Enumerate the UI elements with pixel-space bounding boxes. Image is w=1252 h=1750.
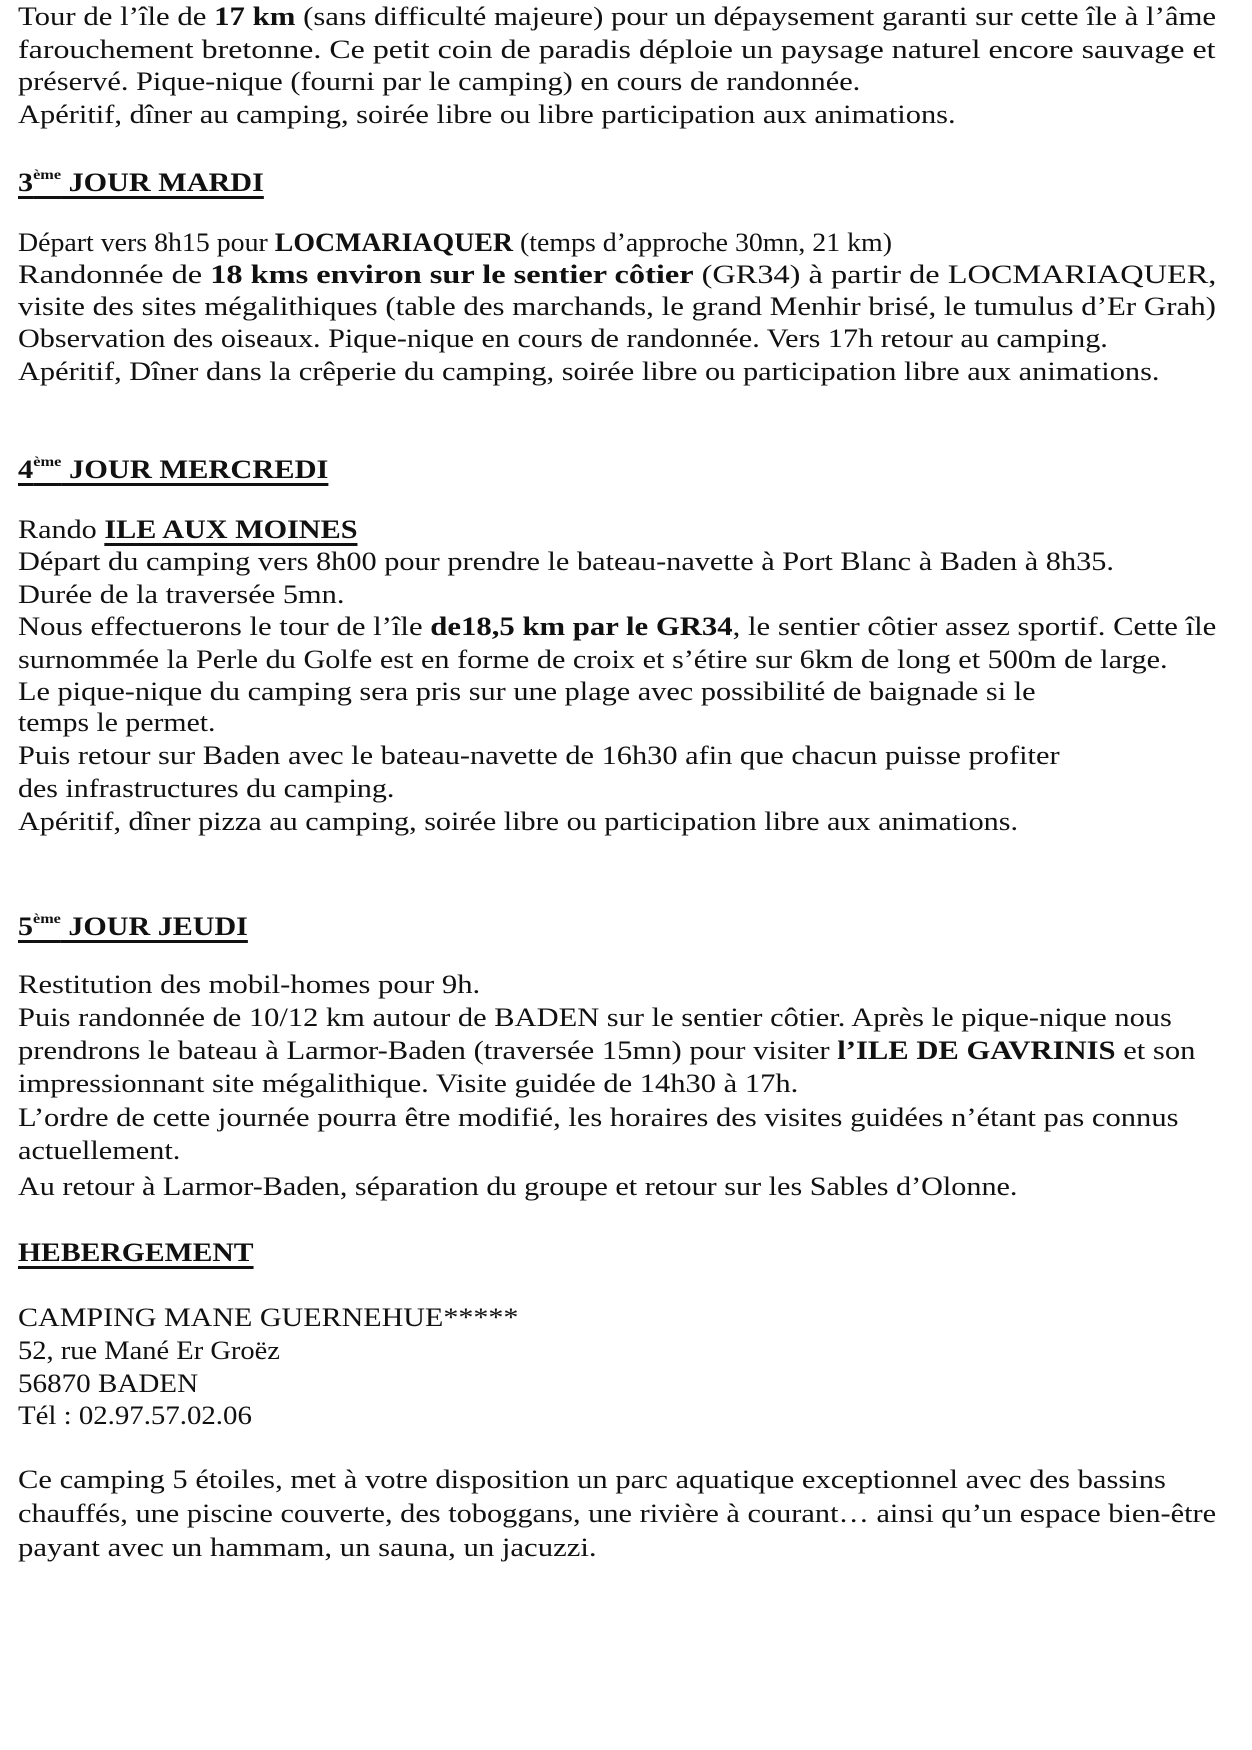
place-highlight: ILE AUX MOINES [104, 515, 358, 544]
day4-line-6: Le pique-nique du camping sera pris sur une plage avec possibilité de baignade si le [18, 677, 1036, 706]
camping-name: CAMPING MANE GUERNEHUE***** [18, 1303, 519, 1332]
day5-heading [18, 903, 248, 941]
camping-phone: Tél : 02.97.57.02.06 [18, 1401, 252, 1430]
day4-line-1 [18, 513, 357, 547]
day3-line-1 [18, 226, 892, 260]
day4-line-9: des infrastructures du camping. [18, 774, 395, 803]
text: prendrons le bateau à Larmor-Baden (traversée 15mn) pour visiter [18, 1036, 838, 1065]
day-number: 4 [18, 455, 34, 484]
day4-line-10: Apéritif, dîner pizza au camping, soirée libre ou participation libre aux animations. [18, 807, 1019, 836]
day5-line-6: actuellement. [18, 1136, 181, 1165]
day5-line-1: Restitution des mobil-homes pour 9h. [18, 970, 481, 999]
text: Randonnée de [18, 260, 211, 289]
place-highlight: LOCMARIAQUER [274, 228, 514, 257]
text: Nous effectuerons le tour de l’île [18, 612, 431, 641]
text: Rando [18, 515, 105, 544]
intro-line-2: farouchement bretonne. Ce petit coin de paradis déploie un paysage naturel encore sauvage et [18, 35, 1216, 64]
route-highlight: 18 kms environ sur le sentier côtier [210, 260, 694, 289]
day3-line-3: visite des sites mégalithiques (table des marchands, le grand Menhir brisé, le tumulus d’Er Grah) [18, 292, 1216, 321]
day4-line-7: temps le permet. [18, 708, 216, 737]
day5-line-3 [18, 1034, 1195, 1068]
distance-highlight: 17 km [214, 2, 296, 31]
day5-line-4: impressionnant site mégalithique. Visite guidée de 14h30 à 17h. [18, 1069, 799, 1098]
day3-line-5: Apéritif, Dîner dans la crêperie du camping, soirée libre ou participation libre aux animations. [18, 357, 1160, 386]
text: Départ vers 8h15 pour [18, 228, 275, 257]
camping-description-2: chauffés, une piscine couverte, des toboggans, une rivière à courant… ainsi qu’un espace bien-être [18, 1499, 1217, 1528]
camping-city: 56870 BADEN [18, 1369, 199, 1398]
day-number: 5 [18, 912, 34, 941]
day5-line-5: L’ordre de cette journée pourra être modifié, les horaires des visites guidées n’étant pas connus [18, 1103, 1179, 1132]
day3-line-4: Observation des oiseaux. Pique-nique en cours de randonnée. Vers 17h retour au camping. [18, 324, 1108, 353]
day4-heading [18, 446, 329, 484]
day5-line-2: Puis randonnée de 10/12 km autour de BADEN sur le sentier côtier. Après le pique-nique nous [18, 1003, 1172, 1032]
day4-line-8: Puis retour sur Baden avec le bateau-navette de 16h30 afin que chacun puisse profiter [18, 741, 1060, 770]
text: (temps d’approche 30mn, 21 km) [513, 228, 892, 257]
hebergement-heading: HEBERGEMENT [18, 1238, 254, 1267]
day-title: JOUR JEUDI [60, 912, 248, 941]
place-highlight: l’ILE DE GAVRINIS [837, 1036, 1116, 1065]
day3-heading [18, 159, 264, 197]
text: (sans difficulté majeure) pour un dépaysement garanti sur cette île à l’âme [295, 2, 1217, 31]
text: , le sentier côtier assez sportif. Cette île [732, 612, 1217, 641]
intro-line-4: Apéritif, dîner au camping, soirée libre ou libre participation aux animations. [18, 100, 956, 129]
text: Tour de l’île de [18, 2, 215, 31]
intro-line-1 [18, 0, 1216, 34]
day4-line-3: Durée de la traversée 5mn. [18, 580, 345, 609]
day-title: JOUR MERCREDI [61, 455, 329, 484]
day3-line-2 [18, 258, 1216, 292]
ordinal-suffix: ème [33, 168, 62, 183]
day4-line-5: surnommée la Perle du Golfe est en forme de croix et s’étire sur 6km de long et 500m de large. [18, 645, 1168, 674]
camping-street: 52, rue Mané Er Groëz [18, 1336, 280, 1365]
camping-description-1: Ce camping 5 étoiles, met à votre disposition un parc aquatique exceptionnel avec des bassins [18, 1465, 1166, 1494]
camping-description-3: payant avec un hammam, un sauna, un jacuzzi. [18, 1533, 597, 1562]
day4-line-4 [18, 610, 1216, 644]
text: et son [1115, 1036, 1196, 1065]
day-title: JOUR MARDI [61, 168, 264, 197]
intro-line-3: préservé. Pique-nique (fourni par le camping) en cours de randonnée. [18, 67, 861, 96]
day4-line-2: Départ du camping vers 8h00 pour prendre le bateau-navette à Port Blanc à Baden à 8h35. [18, 547, 1114, 576]
text: (GR34) à partir de LOCMARIAQUER, [693, 260, 1217, 289]
ordinal-suffix: ème [33, 912, 61, 927]
ordinal-suffix: ème [33, 455, 62, 470]
day5-line-7: Au retour à Larmor-Baden, séparation du groupe et retour sur les Sables d’Olonne. [18, 1172, 1018, 1201]
day-number: 3 [18, 168, 34, 197]
route-highlight: de18,5 km par le GR34 [430, 612, 733, 641]
